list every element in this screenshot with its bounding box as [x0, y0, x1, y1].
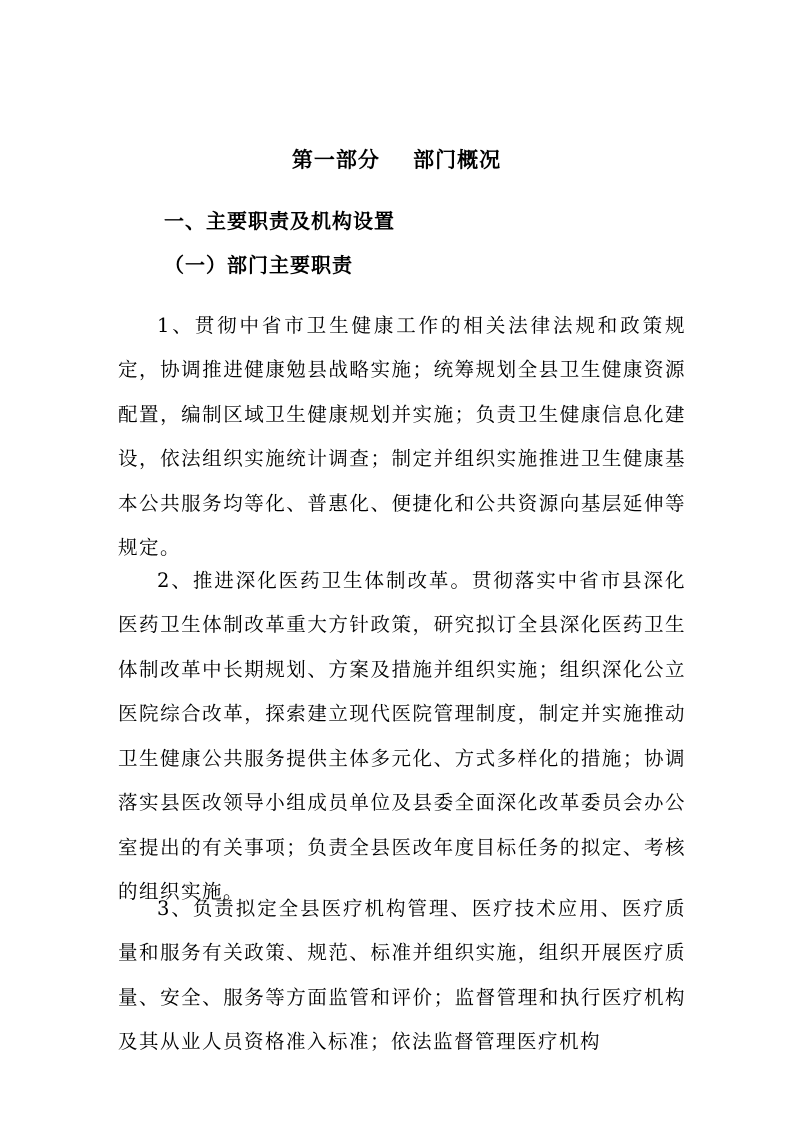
duty-paragraph-2: 2、推进深化医药卫生体制改革。贯彻落实中省市县深化医药卫生体制改革重大方针政策，研究拟订全县深化医药卫生体制改革中长期规划、方案及措施并组织实施；组织深化公立医院综合改革，探索建立现代医院管理制度，制定并实施推动卫生健康公共服务提供主体多元化、方式多样化的措施；协调落实县医改领导小组成员单位及县委全面深化改革委员会办公室提出的有关事项；负责全县医改年度目标任务的拟定、考核的组织实施。 [118, 568, 686, 903]
duty-paragraph-3: 3、负责拟定全县医疗机构管理、医疗技术应用、医疗质量和服务有关政策、规范、标准并组织实施，组织开展医疗质量、安全、服务等方面监管和评价；监督管理和执行医疗机构及其从业人员资格准入标准；依法监督管理医疗机构 [118, 896, 686, 1053]
duty-paragraph-1: 1、贯彻中省市卫生健康工作的相关法律法规和政策规定，协调推进健康勉县战略实施；统筹规划全县卫生健康资源配置，编制区域卫生健康规划并实施；负责卫生健康信息化建设，依法组织实施统计调查；制定并组织实施推进卫生健康基本公共服务均等化、普惠化、便捷化和公共资源向基层延伸等规定。 [118, 313, 686, 559]
section-heading: 一、主要职责及机构设置 [164, 209, 395, 233]
part-title: 第一部分 部门概况 [291, 147, 502, 172]
subsection-heading: （一）部门主要职责 [164, 253, 353, 277]
